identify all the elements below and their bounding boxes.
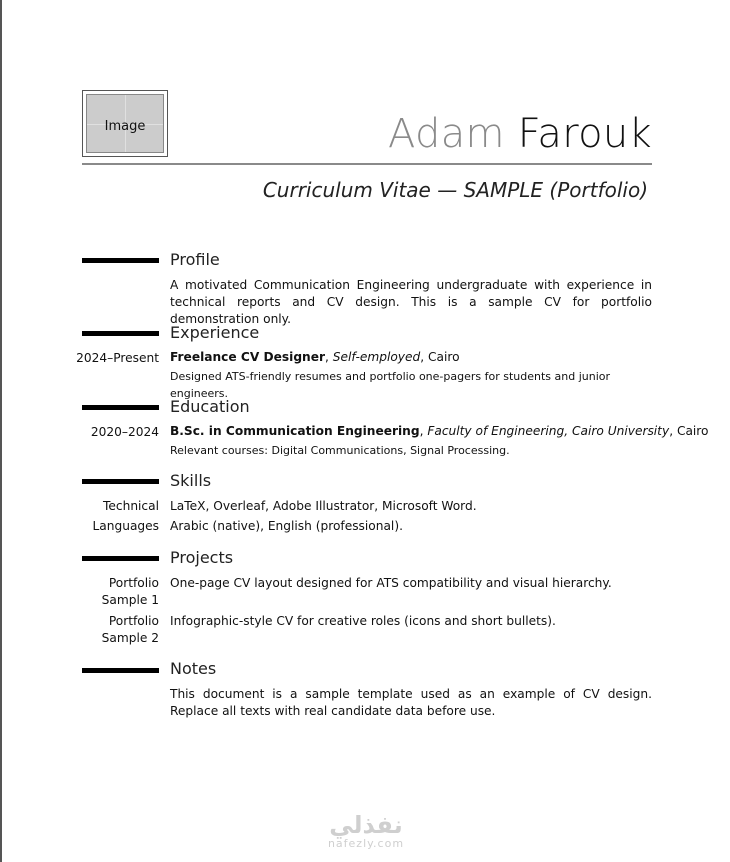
education-institution: Faculty of Engineering, Cairo University — [427, 424, 670, 438]
page-edge-rule — [0, 0, 2, 862]
photo-label: Image — [104, 119, 146, 134]
skill-label: Languages — [92, 519, 159, 533]
section-title-skills: Skills — [170, 471, 212, 490]
experience-dates: 2024–Present — [76, 351, 159, 365]
project-label-line1: Portfolio — [108, 576, 159, 590]
watermark-latin: nafezly.com — [327, 837, 405, 850]
section-title-projects: Projects — [170, 548, 234, 567]
first-name: Adam — [388, 111, 505, 157]
experience-role: Freelance CV Designer — [170, 350, 326, 364]
section-title-notes: Notes — [170, 659, 217, 678]
photo-image-area — [86, 94, 164, 153]
experience-city: Cairo — [428, 350, 460, 364]
notes-text: This document is a sample template used as an example of CV design. Replace all texts with real candidate data before use. — [170, 687, 652, 718]
experience-employer: Self-employed — [332, 350, 421, 364]
skill-label: Technical — [103, 499, 159, 513]
candidate-name — [388, 112, 652, 156]
experience-description: Designed ATS-friendly resumes and portfolio one-pagers for students and junior engineers. — [170, 370, 611, 400]
section-bar-notes — [82, 668, 159, 673]
education-entry: B.Sc. in Communication Engineering, Faculty of Engineering, Cairo University, Cairo — [170, 424, 709, 438]
skill-value: LaTeX, Overleaf, Adobe Illustrator, Microsoft Word. — [170, 499, 477, 513]
skill-value: Arabic (native), English (professional). — [170, 519, 403, 533]
section-bar-profile — [82, 258, 159, 263]
last-name: Farouk — [517, 111, 652, 157]
watermark-arabic: نفذلي — [329, 811, 403, 839]
section-title-profile: Profile — [170, 250, 220, 269]
project-label-line1: Portfolio — [108, 614, 159, 628]
project-label — [69, 613, 159, 647]
project-description: Infographic-style CV for creative roles (icons and short bullets). — [170, 614, 556, 628]
section-title-education: Education — [170, 397, 250, 416]
section-title-experience: Experience — [170, 323, 260, 342]
section-bar-projects — [82, 556, 159, 561]
project-label-line2: Sample 1 — [101, 593, 159, 607]
experience-entry: Freelance CV Designer, Self-employed, Cairo — [170, 350, 460, 364]
document-subtitle: Curriculum Vitae — SAMPLE (Portfolio) — [262, 178, 648, 202]
education-dates: 2020–2024 — [90, 425, 159, 439]
education-degree: B.Sc. in Communication Engineering — [170, 424, 420, 438]
education-city: Cairo — [676, 424, 709, 438]
header-divider — [82, 163, 652, 165]
section-bar-experience — [82, 331, 159, 336]
section-bar-skills — [82, 479, 159, 484]
project-label-line2: Sample 2 — [101, 631, 159, 645]
section-bar-education — [82, 405, 159, 410]
profile-text: A motivated Communication Engineering undergraduate with experience in technical reports and CV design. This is a sample CV for portfolio demonstration only. — [170, 278, 652, 326]
project-label — [69, 575, 159, 609]
watermark-logo — [320, 812, 412, 850]
photo-placeholder — [82, 90, 168, 157]
project-description: One-page CV layout designed for ATS compatibility and visual hierarchy. — [170, 576, 612, 590]
education-description: Relevant courses: Digital Communications, Signal Processing. — [170, 444, 510, 457]
